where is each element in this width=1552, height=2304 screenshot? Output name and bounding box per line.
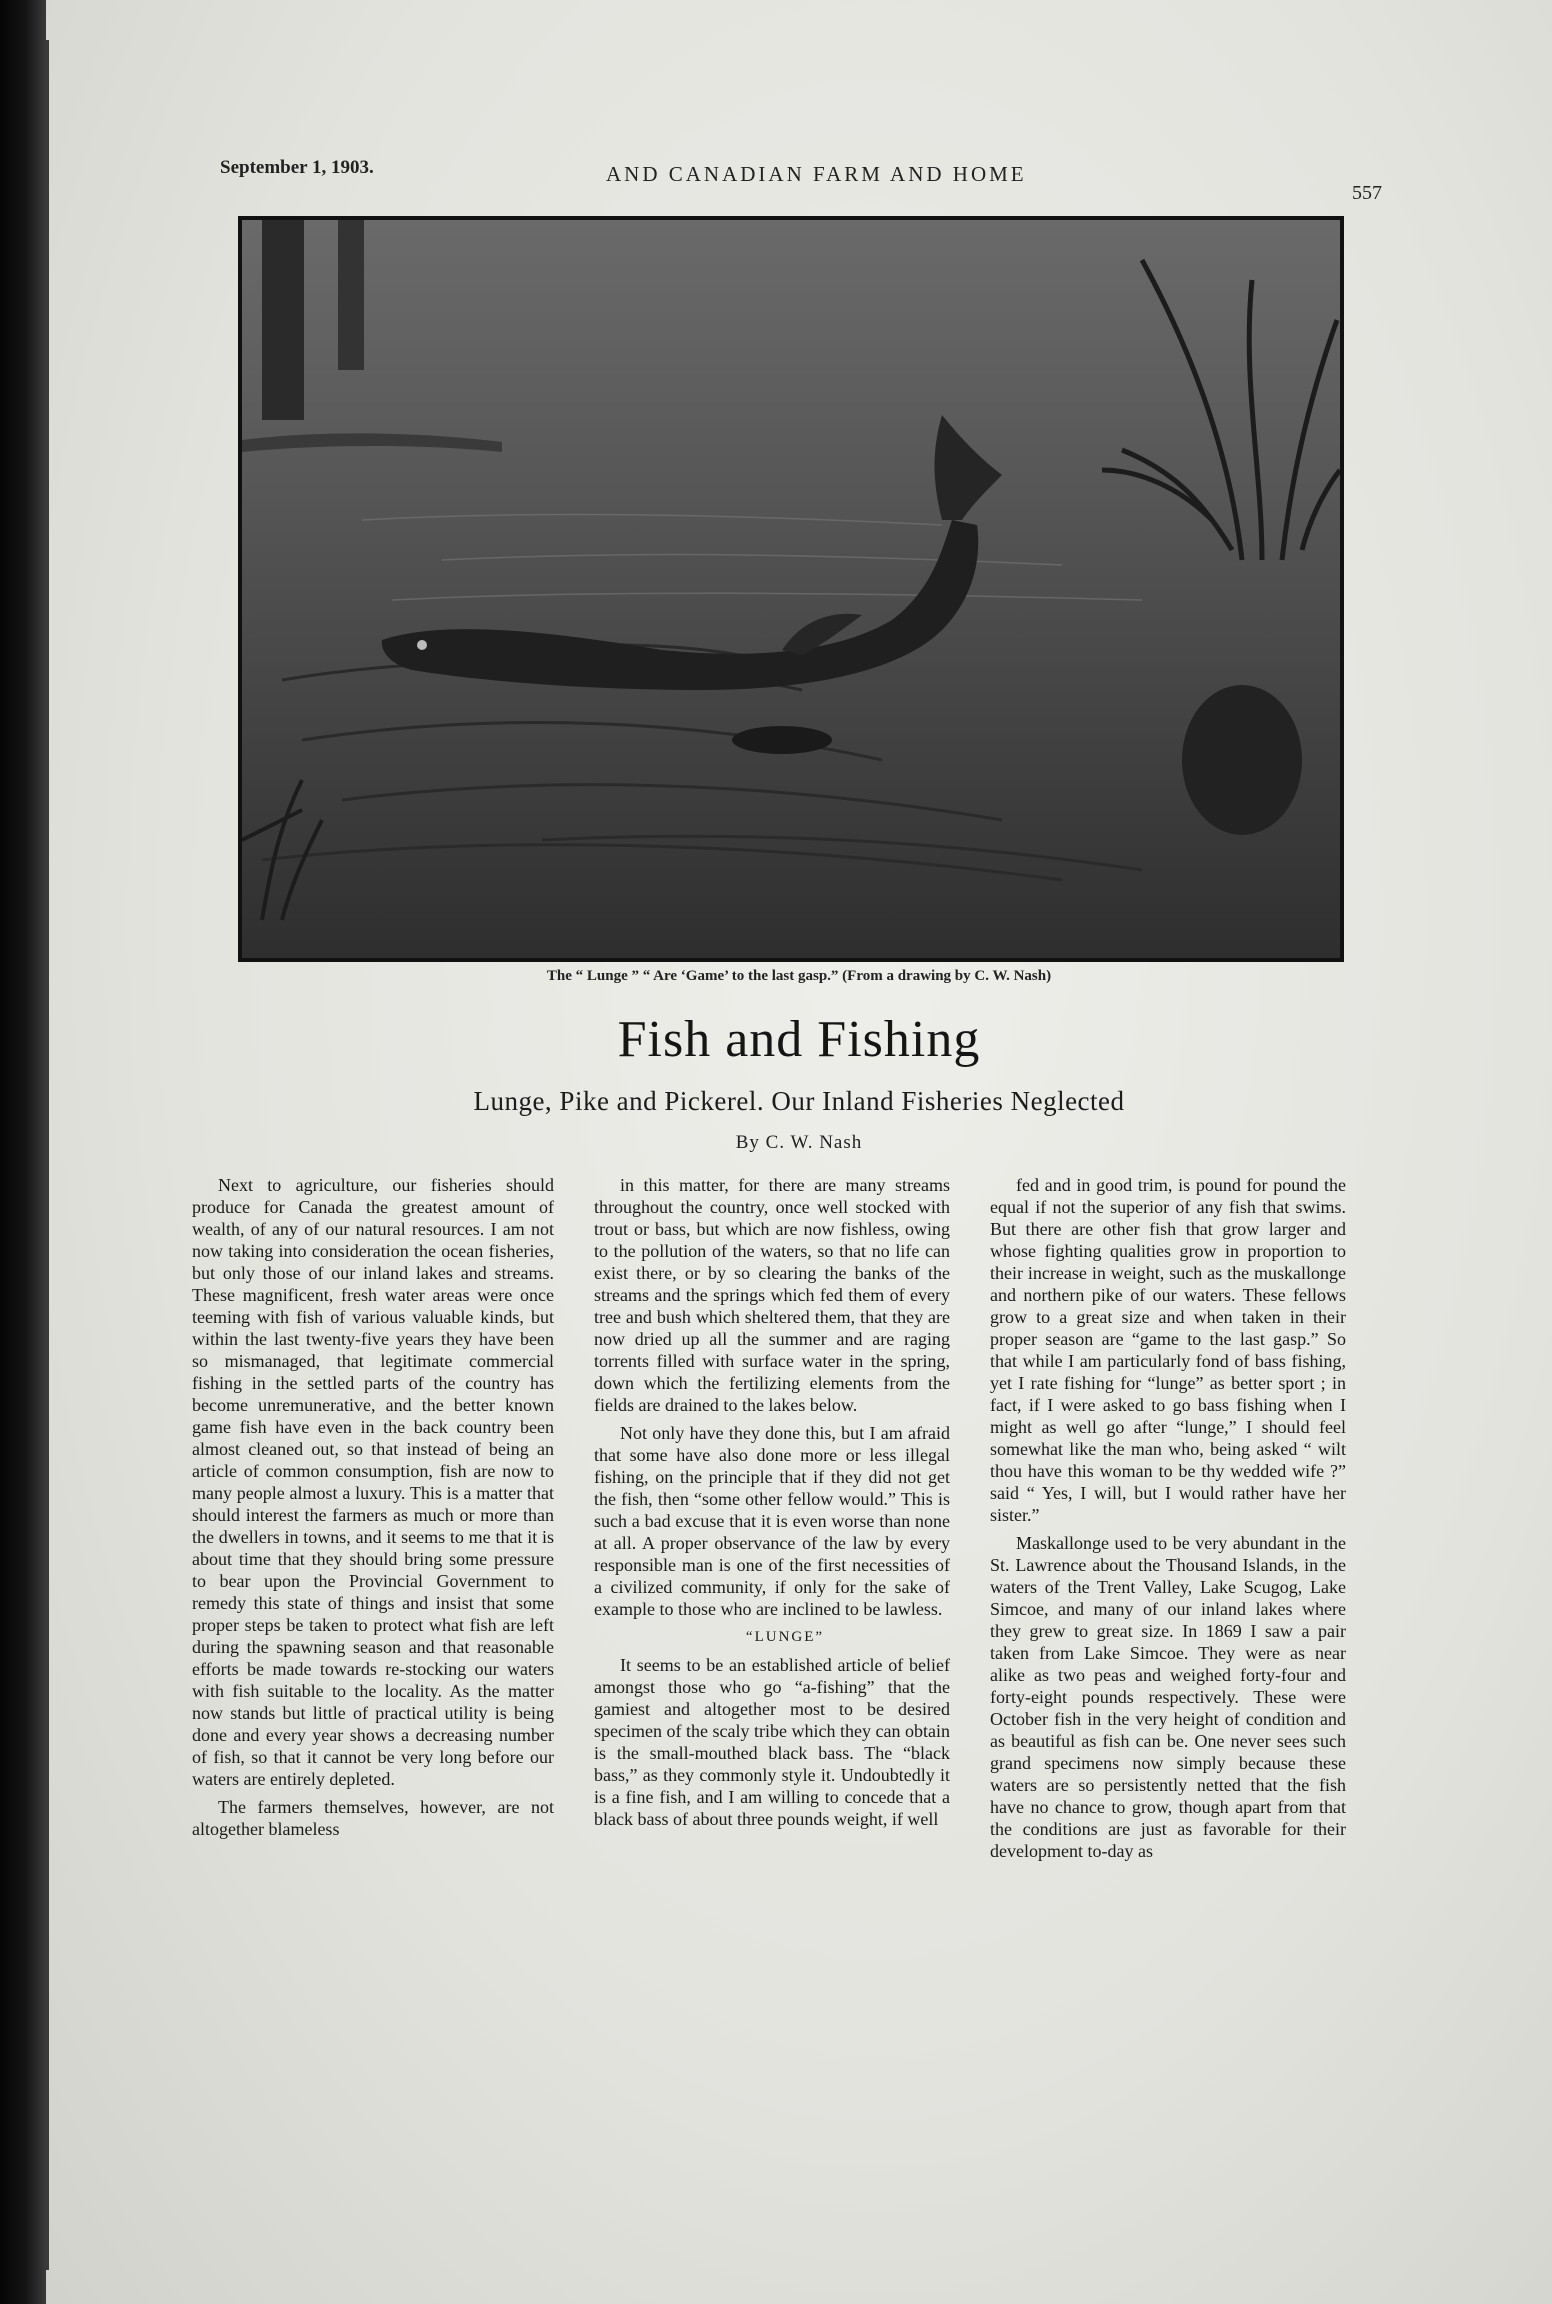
journal-title: AND CANADIAN FARM AND HOME — [606, 162, 1027, 186]
issue-date: September 1, 1903. — [220, 157, 374, 178]
text-column-3 — [990, 1174, 1346, 2174]
tree-trunk — [338, 220, 364, 370]
page-gutter — [46, 40, 49, 2270]
paragraph: in this matter, for there are many streams throughout the country, once well stocked with trout or bass, but which are now fishless, owing to the pollution of the waters, so that no life can exist there, or by so clearing the banks of the streams and the springs which fed them of every tree and bush which sheltered them, that they are now dried up all the summer and are raging torrents filled with surface water in the spring, down which the fertilizing elements from the fields are drained to the lakes below. — [594, 1175, 950, 1415]
rock — [1182, 685, 1302, 835]
fish-shadow — [732, 726, 832, 754]
fish-eye — [417, 640, 427, 650]
text-column-1 — [192, 1174, 554, 2174]
figure-caption: The “ Lunge ” “ Are ‘Game’ to the last gasp.” (From a drawing by C. W. Nash) — [546, 968, 1052, 984]
article-subtitle: Lunge, Pike and Pickerel. Our Inland Fisheries Neglected — [473, 1086, 1125, 1116]
running-head — [46, 152, 1552, 204]
paragraph: The farmers themselves, however, are not altogether blameless — [192, 1797, 554, 1839]
paragraph: Maskallonge used to be very abundant in the St. Lawrence about the Thousand Islands, in the waters of the Trent Valley, Lake Scugog, Lake Simcoe, and many of our inland lakes where they grew to great size. In 1869 I saw a pair taken from Lake Simcoe. They were as near alike as two peas and weighed forty-four and forty-eight pounds respectively. These were October fish in the very height of condition and as beautiful as fish can be. One never sees such grand specimens now simply because these waters are so persistently netted that the fish have no chance to grow, though apart from that the conditions are just as favorable for their development to-day as — [990, 1533, 1346, 1861]
article-title: Fish and Fishing — [617, 1011, 981, 1068]
tree-trunk — [262, 220, 304, 420]
magazine-page — [46, 0, 1552, 2304]
paragraph: Not only have they done this, but I am afraid that some have also done more or less illegal fishing, on the principle that if they did not get the fish, then “some other fellow would.” This is such a bad excuse that it is even worse than none at all. A proper observance of the law by every responsible man is one of the first necessities of a civilized community, if only for the sake of example to those who are inclined to be lawless. — [594, 1423, 950, 1619]
paragraph: fed and in good trim, is pound for pound the equal if not the superior of any fish that swims. But there are other fish that grow larger and whose fighting qualities grow in proportion to their increase in weight, such as the muskallonge and northern pike of our waters. These fellows grow to a great size and when taken in their proper season are “game to the last gasp.” So that while I am particularly fond of bass fishing, yet I rate fishing for “lunge” as better sport ; in fact, if I were asked to go bass fishing when I might as well go after “lunge,” I should feel somewhat like the man who, being asked “ wilt thou have this woman to be thy wedded wife ?” said “ Yes, I will, but I would rather have her sister.” — [990, 1175, 1346, 1525]
lunge-drawing — [242, 220, 1340, 958]
section-heading: “LUNGE” — [745, 1629, 825, 1645]
article-byline: By C. W. Nash — [735, 1132, 863, 1153]
paragraph: It seems to be an established article of belief amongst those who go “a-fishing” that the gamiest and altogether most to be desired specimen of the scaly tribe which they can obtain is the small-mouthed black bass. The “black bass,” as they commonly style it. Undoubtedly it is a fine fish, and I am willing to concede that a black bass of about three pounds weight, if well — [594, 1655, 950, 1829]
scan-edge — [0, 0, 46, 2304]
paragraph: Next to agriculture, our fisheries should produce for Canada the greatest amount of wealth, of any of our natural resources. I am not now taking into consideration the ocean fisheries, but only those of our inland lakes and streams. These magnificent, fresh water areas were once teeming with fish of various valuable kinds, but within the last twenty-five years they have been so mismanaged, that legitimate commercial fishing in the settled parts of the country has become unremunerative, and the better known game fish have even in the back country been almost cleaned out, so that instead of being an article of common consumption, fish are now to many people almost a luxury. This is a matter that should interest the farmers as much or more than the dwellers in towns, and it seems to me that it is about time that they should bring some pressure to bear upon the Provincial Government to remedy this state of things and insist that some proper steps be taken to protect what fish are left during the spawning season and that reasonable efforts be made towards re-stocking our waters with fish suitable to the locality. As the matter now stands but little of practical utility is being done and every year shows a decreasing number of fish, so that it cannot be very long before our waters are entirely depleted. — [192, 1175, 554, 1789]
fish-illustration — [238, 216, 1344, 962]
text-column-2 — [594, 1174, 950, 2174]
page-number: 557 — [1352, 182, 1382, 204]
